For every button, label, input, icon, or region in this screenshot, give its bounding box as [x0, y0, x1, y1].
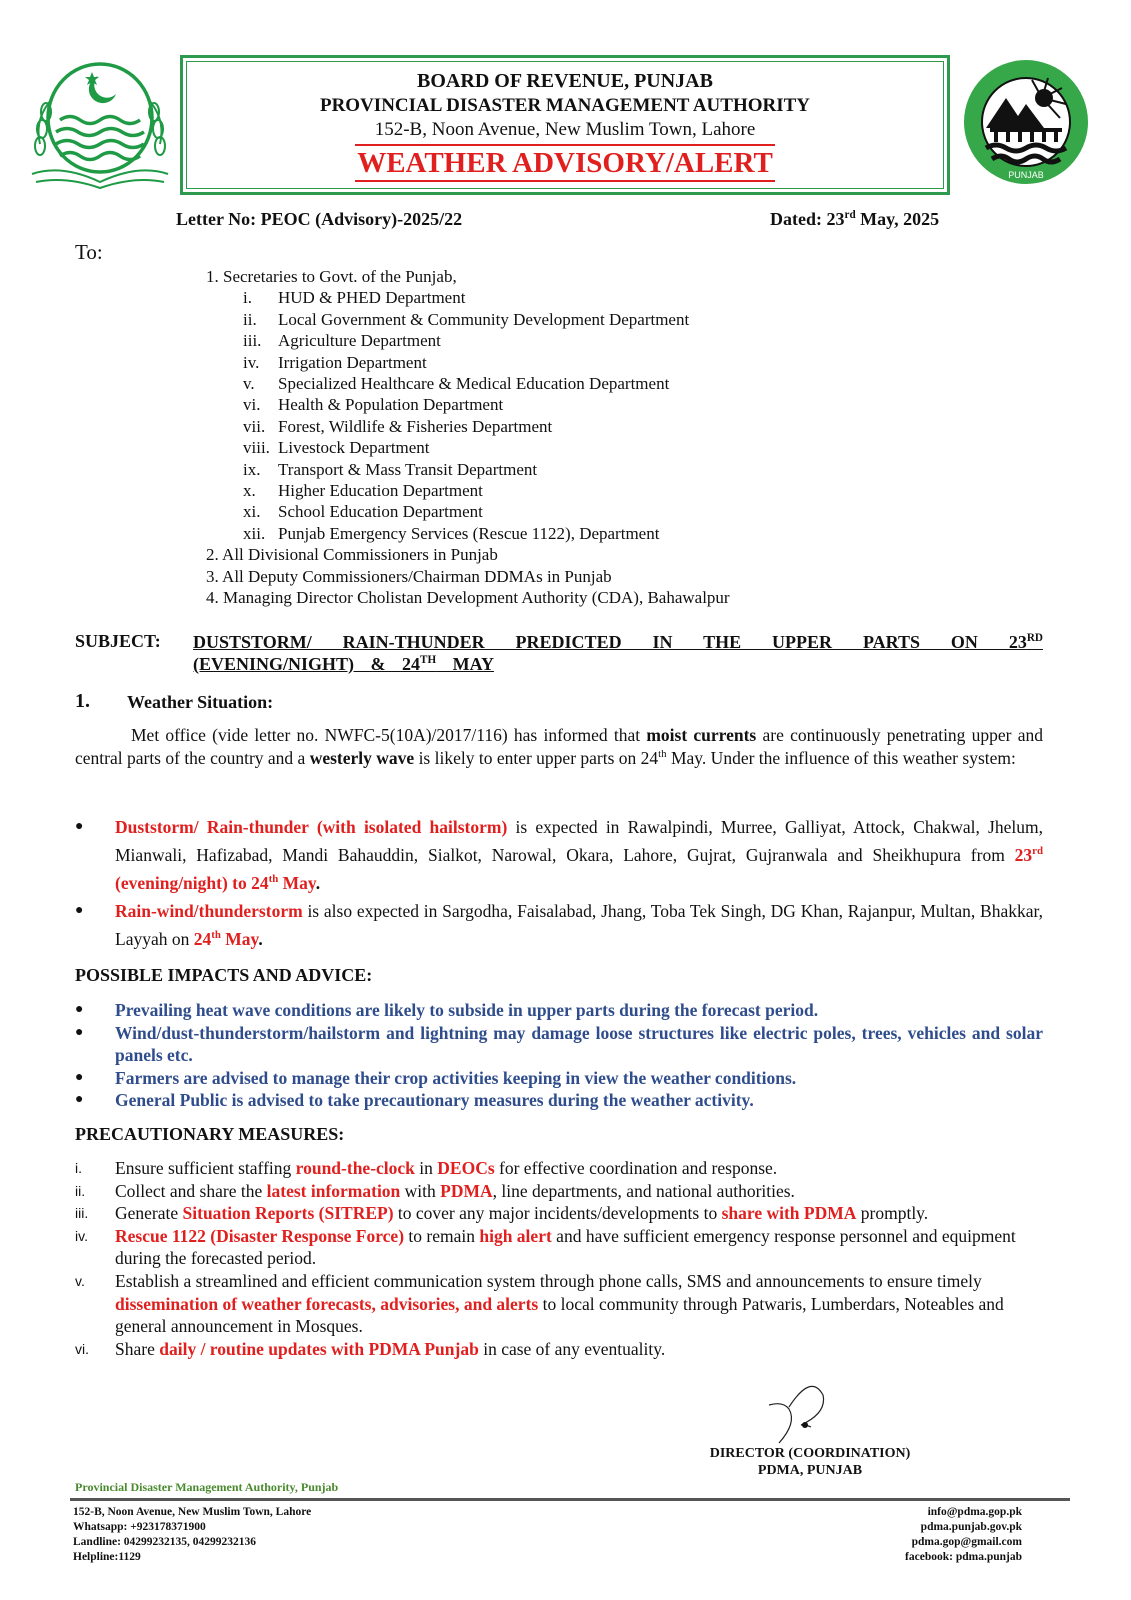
footer-address: 152-B, Noon Avenue, New Muslim Town, Lahore — [73, 1506, 312, 1518]
subitem-label: Irrigation Department — [278, 352, 427, 372]
section-number: 1. — [75, 690, 90, 712]
precaution-item: i. Ensure sufficient staffing round-the-clock in DEOCs for effective coordination and response. — [75, 1158, 778, 1178]
weather-situation-paragraph: Met office (vide letter no. NWFC-5(10A)/2017/116) has informed that moist currents are continuously penetrating upper and central parts of the country and a westerly wave is likely to enter upper parts on 24th May. Under the influence of this weather system: — [75, 725, 1044, 768]
bullet-icon: ● — [75, 1069, 84, 1085]
precaution-item: ii. Collect and share the latest information with PDMA, line departments, and national authorities. — [75, 1180, 795, 1201]
footer-facebook-link[interactable]: facebook: pdma.punjab — [905, 1551, 1022, 1563]
footer-email-link[interactable]: info@pdma.gop.pk — [927, 1506, 1022, 1518]
forecast-bullet: ● Rain-wind/thunderstorm is also expected in Sargodha, Faisalabad, Jhang, Toba Tek Singh, DG Khan, Rajanpur, Multan, Bhakkar, Layyah on 24th May. — [75, 897, 1043, 953]
footer-website-link[interactable]: pdma.punjab.gov.pk — [920, 1521, 1022, 1533]
recipient-subitem — [206, 437, 730, 458]
footer-whatsapp: Whatsapp: +923178371900 — [73, 1521, 206, 1533]
signatory-title: DIRECTOR (COORDINATION) — [709, 1446, 911, 1461]
footer-contact-right — [760, 1505, 1022, 1565]
recipient-subitem — [206, 330, 730, 351]
subitem-label: Transport & Mass Transit Department — [278, 459, 538, 479]
subitem-number: iv. — [243, 352, 260, 372]
subitem-label: Forest, Wildlife & Fisheries Department — [278, 416, 553, 436]
subject-text: DUSTSTORM/ RAIN-THUNDER PREDICTED IN THE UPPER PARTS ON 23RD (EVENING/NIGHT) & 24TH MAY — [193, 632, 1043, 674]
subitem-label: Agriculture Department — [278, 331, 441, 351]
org-name-board: BOARD OF REVENUE, PUNJAB — [417, 70, 713, 92]
org-address: 152-B, Noon Avenue, New Muslim Town, Lahore — [374, 119, 756, 140]
letterhead-frame — [180, 55, 950, 195]
subitem-number: xii. — [243, 523, 266, 543]
document-title: WEATHER ADVISORY/ALERT — [183, 144, 947, 182]
precaution-item: v. Establish a streamlined and efficient communication system through phone calls, SMS and announcements to ensure timely dissemination of weather forecasts, advisories, and alerts to local community through Patwaris, Lumberdars, Noteables and general announcement in Mosques. — [75, 1270, 1004, 1337]
subitem-number: x. — [243, 481, 256, 501]
footer-divider — [70, 1498, 1070, 1501]
forecast-bullet: ● Duststorm/ Rain-thunder (with isolated hailstorm) is expected in Rawalpindi, Murree, Galliyat, Attock, Chakwal, Jhelum, Mianwali, Hafizabad, Mandi Bahauddin, Sialkot, Narowal, Okara, Lahore, Gujrat, Gujranwala and Sheikhupura from 23rd (evening/night) to 24th May. — [75, 813, 1043, 897]
precaution-number: vi. — [75, 1340, 89, 1357]
subitem-number: v. — [243, 374, 255, 394]
subject-label: SUBJECT: — [75, 631, 161, 651]
subitem-label: Higher Education Department — [278, 481, 483, 501]
footer-org-name: Provincial Disaster Management Authority, Punjab — [75, 1480, 339, 1494]
recipient-item: 1. Secretaries to Govt. of the Punjab, — [206, 267, 457, 286]
bullet-icon: ● — [75, 1092, 84, 1107]
subitem-number: i. — [243, 288, 252, 308]
letter-date: Dated: 23rd May, 2025 — [770, 209, 940, 229]
subitem-number: iii. — [243, 331, 262, 351]
precaution-number: v. — [75, 1272, 85, 1289]
to-label: To: — [75, 240, 103, 264]
footer-contact-left — [73, 1505, 311, 1565]
bullet-icon: ● — [75, 1024, 84, 1040]
recipient-subitem — [206, 394, 730, 415]
recipient-subitem — [206, 523, 730, 544]
impacts-list — [75, 999, 1043, 1112]
footer-landline: Landline: 04299232135, 04299232136 — [73, 1536, 257, 1548]
subitem-label: School Education Department — [278, 502, 483, 522]
impact-item: ● General Public is advised to take precautionary measures during the weather activity. — [75, 1090, 754, 1110]
recipient-subitem — [206, 416, 730, 437]
recipient-subitem — [206, 501, 730, 522]
pdma-seal-icon — [962, 58, 1090, 186]
recipient-subitem — [206, 459, 730, 480]
precaution-item: iii. Generate Situation Reports (SITREP) to cover any major incidents/developments to share with PDMA promptly. — [75, 1203, 929, 1224]
precaution-number: i. — [75, 1160, 82, 1176]
recipient-subitem — [206, 373, 730, 394]
impact-item: ● Farmers are advised to manage their crop activities keeping in view the weather conditions. — [75, 1067, 797, 1088]
subitem-number: vi. — [243, 395, 261, 415]
precaution-number: iv. — [75, 1227, 88, 1244]
svg-text:PUNJAB: PUNJAB — [1008, 170, 1044, 180]
subitem-label: HUD & PHED Department — [278, 288, 466, 308]
subitem-number: viii. — [243, 438, 270, 458]
bullet-icon: ● — [75, 903, 84, 918]
subitem-number: ii. — [243, 309, 257, 329]
subitem-number: ix. — [243, 459, 261, 479]
recipient-item: 2. All Divisional Commissioners in Punjab — [206, 545, 498, 565]
org-name-pdma: PROVINCIAL DISASTER MANAGEMENT AUTHORITY — [319, 95, 811, 116]
footer-helpline: Helpline:1129 — [73, 1551, 141, 1563]
footer-gmail-link[interactable]: pdma.gop@gmail.com — [911, 1536, 1022, 1548]
subitem-label: Punjab Emergency Services (Rescue 1122), Department — [278, 523, 660, 543]
recipient-item: 3. All Deputy Commissioners/Chairman DDMAs in Punjab — [206, 566, 612, 586]
precaution-item: iv. Rescue 1122 (Disaster Response Force) to remain high alert and have sufficient emergency response personnel and equipment during the forecasted period. — [75, 1225, 1016, 1269]
recipient-subitem — [206, 287, 730, 308]
subitem-number: xi. — [243, 502, 261, 522]
bullet-icon: ● — [75, 819, 84, 834]
signatory-block — [690, 1445, 930, 1479]
recipient-subitem — [206, 309, 730, 330]
subitem-label: Health & Population Department — [278, 395, 504, 415]
section-title: Weather Situation: — [127, 692, 274, 712]
subitem-label: Livestock Department — [278, 438, 430, 458]
subitem-number: vii. — [243, 416, 266, 436]
precaution-item: vi. Share daily / routine updates with PDMA Punjab in case of any eventuality. — [75, 1338, 666, 1359]
recipient-subitem — [206, 480, 730, 501]
punjab-government-emblem-icon — [20, 54, 180, 200]
signatory-org: PDMA, PUNJAB — [757, 1463, 863, 1478]
precautions-list — [75, 1157, 1043, 1360]
subitem-label: Local Government & Community Development Department — [278, 309, 690, 329]
signature-icon — [763, 1385, 835, 1445]
bullet-icon: ● — [75, 1002, 84, 1017]
forecast-bullets — [75, 813, 1043, 953]
subitem-label: Specialized Healthcare & Medical Education Department — [278, 374, 670, 394]
impact-item: ● Prevailing heat wave conditions are likely to subside in upper parts during the forecast period. — [75, 1000, 819, 1020]
recipient-list — [206, 266, 730, 609]
impacts-heading: POSSIBLE IMPACTS AND ADVICE: — [75, 965, 373, 985]
recipient-item: 4. Managing Director Cholistan Development Authority (CDA), Bahawalpur — [206, 588, 730, 608]
letter-number: Letter No: PEOC (Advisory)-2025/22 — [176, 209, 463, 229]
impact-item: ● Wind/dust-thunderstorm/hailstorm and lightning may damage loose structures like electric poles, trees, vehicles and solar panels etc. — [75, 1022, 1043, 1065]
precautions-heading: PRECAUTIONARY MEASURES: — [75, 1124, 345, 1144]
recipient-subitem — [206, 352, 730, 373]
precaution-number: iii. — [75, 1205, 89, 1222]
precaution-number: ii. — [75, 1182, 86, 1199]
